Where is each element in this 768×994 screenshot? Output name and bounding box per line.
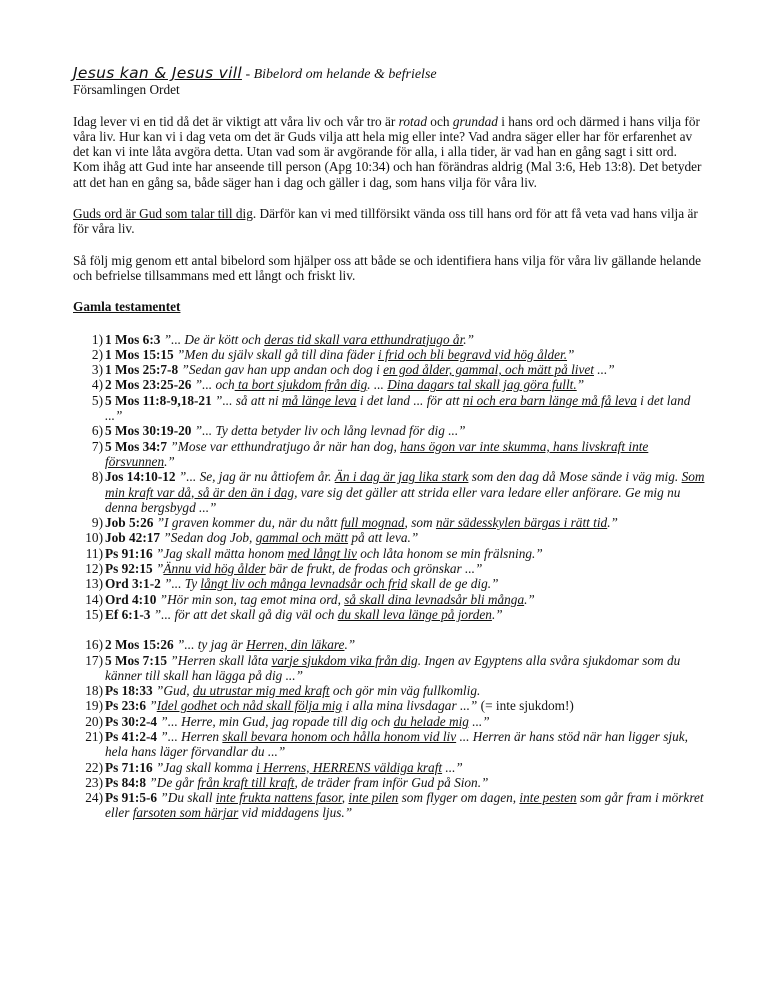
text-run: ”Mose var etthundratjugo år när han dog,	[167, 438, 401, 454]
verse-quote	[153, 683, 481, 698]
verse-item	[73, 423, 705, 438]
verse-item	[73, 760, 705, 775]
text-run: i hans ord och därmed i hans vilja för våra liv. Hur kan vi i dag veta om det är Guds vilja att hela mig eller inte? Vad andra säger eller har för erfarenhet av det kan vi inte låta avgöra detta. Utan vad som är avgörande för alla, i alla tider, är vad han en gång sagt i sitt ord. Kom ihåg att Gud inte har anseende till person (Apg 10:34) och han förändras aldrig (Mal 3:6, Heb 13:8). Det betyder att det han en gång sa, både säger han i dag och gäller i dag, som hans vilja för våra liv.	[73, 113, 702, 190]
verse-item	[73, 592, 705, 607]
text-run: ... Herren är hans stöd när han ligger sjuk, hela hans läger förvandlar du ...”	[105, 728, 688, 760]
text-run: rotad	[398, 113, 427, 129]
text-run: och gör min väg fullkomlig.	[329, 683, 481, 699]
emphasized-text: i frid och bli begravd vid hög ålder.	[377, 346, 568, 362]
text-run: . Ingen av Egyptens alla svåra sjukdomar som du känner till skall han lägga på dig ...”	[105, 652, 681, 683]
verse-item	[73, 362, 705, 377]
section-heading: Gamla testamentet	[73, 299, 181, 315]
verse-item	[73, 683, 705, 698]
text-run: på att leva.”	[348, 530, 419, 546]
text-run: ,	[341, 790, 349, 806]
emphasized-text: må länge leva	[281, 392, 357, 408]
item-number: 19)	[85, 698, 103, 714]
organization-name: Församlingen Ordet	[73, 82, 180, 98]
emphasized-text: gammal och mätt	[255, 530, 349, 546]
item-number: 11)	[85, 545, 103, 561]
verse-item	[73, 653, 705, 684]
text-run: ...”	[593, 362, 615, 378]
title-subtitle: - Bibelord om helande & befrielse	[241, 67, 437, 82]
item-number: 24)	[85, 790, 103, 806]
text-run: ”... för att det skall gå dig väl och	[150, 606, 338, 622]
emphasized-text: farsoten som härjar	[132, 805, 239, 821]
text-run: i alla mina livsdagar ...”	[342, 698, 481, 714]
verse-reference: Ord 3:1-2	[105, 576, 161, 592]
item-number: 7)	[91, 438, 103, 454]
verse-quote	[153, 546, 543, 561]
intro-paragraph-3	[73, 253, 705, 284]
text-run: ”I graven kommer du, när du nått	[153, 515, 341, 531]
verse-reference: 1 Mos 25:7-8	[105, 362, 179, 378]
text-run: ”Du skall	[157, 790, 216, 806]
text-run: , som	[404, 515, 436, 531]
emphasized-text: från kraft till kraft	[197, 774, 295, 790]
verse-reference: 5 Mos 7:15	[105, 652, 168, 668]
item-number: 6)	[91, 423, 103, 439]
text-run: ”... Herre, min Gud, jag ropade till dig och	[157, 713, 394, 729]
verse-reference: 2 Mos 23:25-26	[105, 377, 192, 393]
emphasized-text: Herren, din läkare	[246, 637, 345, 653]
verse-item	[73, 637, 705, 652]
item-number: 22)	[85, 759, 103, 775]
title-main: Jesus kan & Jesus vill	[73, 64, 242, 82]
verse-quote	[160, 332, 474, 347]
item-number: 18)	[85, 683, 103, 699]
item-number: 17)	[85, 652, 103, 668]
emphasized-text: inte pilen	[348, 790, 399, 806]
text-run: som flyger om dagen,	[398, 790, 520, 806]
emphasized-text: Än i dag är jag lika stark	[334, 469, 469, 485]
text-run: ”... ty jag är	[173, 637, 247, 653]
verse-quote	[146, 698, 574, 713]
text-run: .”	[491, 606, 503, 622]
verse-item	[73, 439, 705, 470]
verse-item	[73, 561, 705, 576]
verse-quote	[105, 790, 704, 820]
text-run: ”De går	[146, 774, 198, 790]
item-number: 16)	[85, 637, 103, 653]
text-run: ”... Ty	[160, 576, 201, 592]
text-run: .”	[344, 637, 356, 653]
verse-reference: 2 Mos 15:26	[105, 637, 174, 653]
verse-quote	[191, 423, 465, 438]
text-run: . ...	[367, 377, 388, 393]
text-run: vid middagens ljus.”	[238, 805, 353, 821]
item-number: 4)	[91, 377, 103, 393]
verse-reference: 5 Mos 34:7	[105, 438, 168, 454]
verse-item	[73, 393, 705, 424]
verse-item	[73, 546, 705, 561]
text-run: ”	[576, 377, 585, 393]
emphasized-text: Dina dagars tal skall jag göra fullt.	[387, 377, 577, 393]
item-number: 9)	[91, 515, 103, 531]
emphasized-text: Guds ord är Gud som talar till dig	[73, 206, 253, 222]
text-run: ”Hör min son, tag emot mina ord,	[156, 591, 345, 607]
verse-item	[73, 790, 705, 821]
emphasized-text: skall bevara honom och hålla honom vid liv	[222, 728, 457, 744]
verse-quote	[174, 637, 356, 652]
verse-quote	[105, 439, 648, 469]
text-run: . Därför kan vi med tillförsikt vända oss till hans ord för att få veta vad hans vilja är för våra liv.	[73, 206, 698, 237]
item-number: 21)	[85, 728, 103, 744]
item-number: 14)	[85, 591, 103, 607]
text-run: ”... De är kött och	[160, 331, 265, 347]
text-run: ”Men du själv skall gå till dina fäder	[173, 346, 378, 362]
text-run: ”	[152, 561, 164, 577]
verse-reference: Ps 30:2-4	[105, 713, 158, 729]
verse-item	[73, 469, 705, 515]
text-run: ...”	[468, 713, 490, 729]
text-run: (= inte sjukdom!)	[480, 698, 574, 714]
verse-item	[73, 714, 705, 729]
verse-item	[73, 607, 705, 622]
emphasized-text: inte frukta nattens fasor	[215, 790, 342, 806]
intro-paragraph-1	[73, 114, 705, 190]
verse-quote	[160, 530, 418, 545]
text-run: ”Jag skall komma	[152, 759, 257, 775]
verse-reference: Ord 4:10	[105, 591, 157, 607]
intro-paragraph-2	[73, 206, 705, 237]
verse-reference: 1 Mos 6:3	[105, 331, 161, 347]
text-run: som går fram i mörkret eller	[105, 790, 704, 821]
item-number: 20)	[85, 713, 103, 729]
item-number: 13)	[85, 576, 103, 592]
text-run: som den dag då Mose sände i väg mig.	[468, 469, 682, 485]
text-run: ”Sedan gav han upp andan och dog i	[178, 362, 384, 378]
verse-quote	[153, 515, 618, 530]
text-run: och	[426, 113, 453, 129]
text-run: bär de frukt, de frodas och grönskar ...”	[265, 561, 483, 577]
text-run: Idag lever vi en tid då det är viktigt att våra liv och vår tro är	[73, 113, 399, 129]
verse-item	[73, 347, 705, 362]
verse-quote	[105, 729, 688, 759]
emphasized-text: varje sjukdom vika från dig	[271, 652, 418, 668]
verse-quote	[156, 592, 535, 607]
text-run: .”	[463, 331, 475, 347]
verse-quote	[105, 653, 680, 683]
emphasized-text: inte pesten	[519, 790, 577, 806]
text-run: ”... så att ni	[211, 392, 282, 408]
verse-quote	[150, 607, 502, 622]
item-number: 12)	[85, 561, 103, 577]
text-run: ”... och	[191, 377, 235, 393]
verse-item	[73, 377, 705, 392]
item-number: 8)	[91, 469, 103, 485]
item-number: 23)	[85, 774, 103, 790]
verse-reference: Ps 71:16	[105, 759, 153, 775]
verse-reference: Ps 92:15	[105, 561, 153, 577]
text-run: ...”	[442, 759, 463, 775]
verse-item	[73, 576, 705, 591]
emphasized-text: full mognad	[340, 515, 405, 531]
text-run: skall de ge dig.”	[407, 576, 499, 592]
text-run: .”	[164, 453, 175, 469]
verse-quote	[153, 760, 463, 775]
document-page	[73, 66, 705, 821]
text-run: ”	[146, 698, 157, 714]
verse-reference: Ps 23:6	[105, 698, 146, 714]
emphasized-text: du skall leva länge på jorden	[337, 606, 492, 622]
verse-quote	[178, 362, 615, 377]
verse-reference: Ps 91:16	[105, 545, 153, 561]
verse-list-1	[73, 332, 705, 623]
verse-item	[73, 729, 705, 760]
text-run: .”	[524, 591, 535, 607]
item-number: 1)	[91, 331, 103, 347]
text-run: ”Gud,	[152, 683, 193, 699]
verse-quote	[153, 561, 483, 576]
text-run: i det land ... för att	[356, 392, 463, 408]
emphasized-text: Idel godhet och nåd skall följa mig	[156, 698, 343, 714]
text-run: .”	[607, 515, 618, 531]
verse-quote	[157, 714, 490, 729]
verse-reference: 1 Mos 15:15	[105, 346, 174, 362]
verse-item	[73, 775, 705, 790]
emphasized-text: när sädesskylen bärgas i rätt tid	[435, 515, 608, 531]
text-run: i det land ...”	[105, 392, 691, 424]
verse-reference: 5 Mos 30:19-20	[105, 423, 192, 439]
text-run: , vare sig det gäller att strida eller vara ledare eller anförare. Ge mig nu denna bergsbygd ...”	[105, 484, 681, 515]
emphasized-text: du utrustar mig med kraft	[192, 683, 330, 699]
text-run: ”... Se, jag är nu åttiofem år.	[175, 469, 335, 485]
text-run: ”Herren skall låta	[167, 652, 272, 668]
text-run: ”... Herren	[157, 728, 223, 744]
verse-reference: Job 42:17	[105, 530, 161, 546]
verse-reference: Jos 14:10-12	[105, 469, 176, 485]
verse-item	[73, 332, 705, 347]
verse-quote	[191, 377, 584, 392]
verse-reference: 5 Mos 11:8-9,18-21	[105, 392, 212, 408]
text-run: ”Jag skall mätta honom	[152, 545, 288, 561]
item-number: 10)	[85, 530, 103, 546]
emphasized-text: ta bort sjukdom från dig	[234, 377, 368, 393]
verse-reference: Ps 91:5-6	[105, 790, 158, 806]
verse-item	[73, 530, 705, 545]
emphasized-text: så skall dina levnadsår bli många	[344, 591, 525, 607]
emphasized-text: Ännu vid hög ålder	[163, 561, 266, 577]
text-run: ”... Ty detta betyder liv och lång levnad för dig ...”	[191, 423, 466, 439]
verse-quote	[161, 576, 499, 591]
emphasized-text: ni och era barn länge må få leva	[462, 392, 637, 408]
emphasized-text: du helade mig	[393, 713, 469, 729]
emphasized-text: en god ålder, gammal, och mätt på livet	[383, 362, 594, 378]
item-number: 5)	[91, 392, 103, 408]
verse-item	[73, 515, 705, 530]
emphasized-text: i Herrens, HERRENS väldiga kraft	[256, 759, 443, 775]
text-run: grundad	[452, 113, 498, 129]
verse-quote	[174, 347, 575, 362]
emphasized-text: deras tid skall vara etthundratjugo år	[264, 331, 464, 347]
verse-item	[73, 698, 705, 713]
text-run: ”Sedan dog Job,	[160, 530, 256, 546]
text-run: Så följ mig genom ett antal bibelord som hjälper oss att både se och identifiera hans vilja för våra liv gällande helande och befrielse tillsammans med ett långt och friskt liv.	[73, 252, 702, 283]
item-number: 3)	[91, 362, 103, 378]
item-number: 2)	[91, 346, 103, 362]
verse-quote	[105, 469, 704, 515]
verse-reference: Ef 6:1-3	[105, 606, 151, 622]
text-run: ”	[567, 346, 575, 362]
verse-quote	[146, 775, 488, 790]
verse-reference: Ps 18:33	[105, 683, 153, 699]
text-run: , de träder fram inför Gud på Sion.”	[294, 774, 489, 790]
emphasized-text: med långt liv	[287, 545, 357, 561]
verse-reference: Job 5:26	[105, 515, 154, 531]
verse-reference: Ps 41:2-4	[105, 728, 158, 744]
emphasized-text: långt liv och många levnadsår och frid	[200, 576, 408, 592]
emphasized-text: hans ögon var inte skumma, hans livskraft inte försvunnen	[105, 438, 649, 469]
emphasized-text: Som min kraft var då, så är den än i dag	[105, 469, 705, 500]
document-title	[73, 66, 705, 82]
verse-list-2	[73, 637, 705, 821]
item-number: 15)	[85, 606, 103, 622]
text-run: och låta honom se min frälsning.”	[356, 545, 543, 561]
verse-reference: Ps 84:8	[105, 774, 146, 790]
